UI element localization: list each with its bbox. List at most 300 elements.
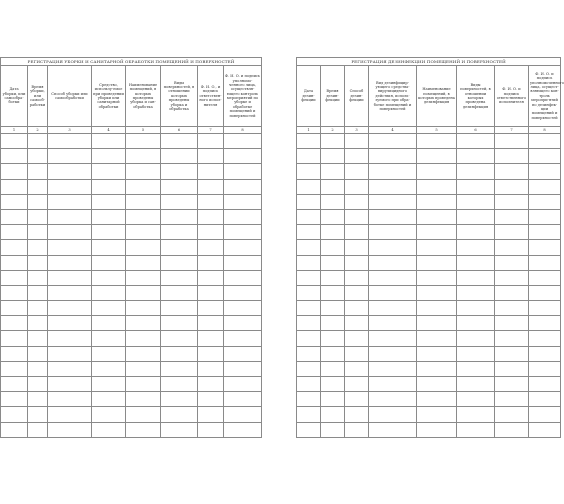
blank-entry-cell[interactable] [92,164,126,179]
blank-entry-cell[interactable] [345,209,369,224]
blank-entry-cell[interactable] [198,361,224,376]
blank-entry-cell[interactable] [321,377,345,392]
blank-entry-cell[interactable] [224,134,262,149]
blank-entry-cell[interactable] [224,225,262,240]
blank-entry-cell[interactable] [48,301,92,316]
blank-entry-cell[interactable] [321,149,345,164]
blank-entry-cell[interactable] [28,179,48,194]
blank-entry-cell[interactable] [224,316,262,331]
blank-entry-cell[interactable] [417,255,457,270]
blank-entry-cell[interactable] [495,149,529,164]
blank-entry-cell[interactable] [369,361,417,376]
blank-entry-cell[interactable] [297,194,321,209]
blank-entry-cell[interactable] [1,422,28,437]
blank-entry-cell[interactable] [495,225,529,240]
blank-entry-cell[interactable] [28,392,48,407]
blank-entry-cell[interactable] [297,285,321,300]
blank-entry-cell[interactable] [1,270,28,285]
blank-entry-cell[interactable] [126,422,161,437]
blank-entry-cell[interactable] [48,270,92,285]
blank-entry-cell[interactable] [92,149,126,164]
blank-entry-cell[interactable] [297,225,321,240]
blank-entry-cell[interactable] [297,179,321,194]
blank-entry-cell[interactable] [321,422,345,437]
blank-entry-cell[interactable] [369,407,417,422]
blank-entry-cell[interactable] [92,301,126,316]
blank-entry-cell[interactable] [48,422,92,437]
blank-entry-cell[interactable] [224,407,262,422]
blank-entry-cell[interactable] [321,134,345,149]
blank-entry-cell[interactable] [92,377,126,392]
blank-entry-cell[interactable] [48,164,92,179]
blank-entry-cell[interactable] [457,179,495,194]
blank-entry-cell[interactable] [28,240,48,255]
blank-entry-cell[interactable] [495,179,529,194]
blank-entry-cell[interactable] [1,209,28,224]
blank-entry-cell[interactable] [529,164,561,179]
blank-entry-cell[interactable] [369,301,417,316]
blank-entry-cell[interactable] [417,361,457,376]
blank-entry-cell[interactable] [224,194,262,209]
blank-entry-cell[interactable] [321,301,345,316]
blank-entry-cell[interactable] [457,407,495,422]
blank-entry-cell[interactable] [529,209,561,224]
blank-entry-cell[interactable] [92,331,126,346]
blank-entry-cell[interactable] [297,377,321,392]
blank-entry-cell[interactable] [224,255,262,270]
blank-entry-cell[interactable] [495,240,529,255]
blank-entry-cell[interactable] [28,164,48,179]
blank-entry-cell[interactable] [457,361,495,376]
blank-entry-cell[interactable] [126,377,161,392]
blank-entry-cell[interactable] [529,346,561,361]
blank-entry-cell[interactable] [126,209,161,224]
blank-entry-cell[interactable] [161,240,198,255]
blank-entry-cell[interactable] [345,331,369,346]
blank-entry-cell[interactable] [92,179,126,194]
blank-entry-cell[interactable] [495,346,529,361]
blank-entry-cell[interactable] [321,316,345,331]
blank-entry-cell[interactable] [345,407,369,422]
blank-entry-cell[interactable] [297,164,321,179]
blank-entry-cell[interactable] [417,179,457,194]
blank-entry-cell[interactable] [126,270,161,285]
blank-entry-cell[interactable] [345,361,369,376]
blank-entry-cell[interactable] [198,346,224,361]
blank-entry-cell[interactable] [198,422,224,437]
blank-entry-cell[interactable] [495,164,529,179]
blank-entry-cell[interactable] [198,149,224,164]
blank-entry-cell[interactable] [345,134,369,149]
blank-entry-cell[interactable] [92,240,126,255]
blank-entry-cell[interactable] [321,270,345,285]
blank-entry-cell[interactable] [345,149,369,164]
blank-entry-cell[interactable] [1,301,28,316]
blank-entry-cell[interactable] [161,149,198,164]
blank-entry-cell[interactable] [126,301,161,316]
blank-entry-cell[interactable] [457,392,495,407]
blank-entry-cell[interactable] [161,134,198,149]
blank-entry-cell[interactable] [198,179,224,194]
blank-entry-cell[interactable] [495,407,529,422]
blank-entry-cell[interactable] [321,407,345,422]
blank-entry-cell[interactable] [126,361,161,376]
blank-entry-cell[interactable] [48,331,92,346]
blank-entry-cell[interactable] [92,209,126,224]
blank-entry-cell[interactable] [224,270,262,285]
blank-entry-cell[interactable] [1,285,28,300]
blank-entry-cell[interactable] [495,194,529,209]
blank-entry-cell[interactable] [1,377,28,392]
blank-entry-cell[interactable] [457,240,495,255]
blank-entry-cell[interactable] [161,392,198,407]
blank-entry-cell[interactable] [529,255,561,270]
blank-entry-cell[interactable] [224,301,262,316]
blank-entry-cell[interactable] [126,331,161,346]
blank-entry-cell[interactable] [369,225,417,240]
blank-entry-cell[interactable] [529,377,561,392]
blank-entry-cell[interactable] [48,149,92,164]
blank-entry-cell[interactable] [92,316,126,331]
blank-entry-cell[interactable] [457,194,495,209]
blank-entry-cell[interactable] [1,316,28,331]
blank-entry-cell[interactable] [321,285,345,300]
blank-entry-cell[interactable] [28,301,48,316]
blank-entry-cell[interactable] [48,346,92,361]
blank-entry-cell[interactable] [161,164,198,179]
blank-entry-cell[interactable] [369,392,417,407]
blank-entry-cell[interactable] [224,392,262,407]
blank-entry-cell[interactable] [369,179,417,194]
blank-entry-cell[interactable] [529,225,561,240]
blank-entry-cell[interactable] [224,164,262,179]
blank-entry-cell[interactable] [92,392,126,407]
blank-entry-cell[interactable] [126,225,161,240]
blank-entry-cell[interactable] [28,316,48,331]
blank-entry-cell[interactable] [495,392,529,407]
blank-entry-cell[interactable] [457,377,495,392]
blank-entry-cell[interactable] [529,407,561,422]
blank-entry-cell[interactable] [28,225,48,240]
blank-entry-cell[interactable] [161,225,198,240]
blank-entry-cell[interactable] [369,316,417,331]
blank-entry-cell[interactable] [92,407,126,422]
blank-entry-cell[interactable] [345,377,369,392]
blank-entry-cell[interactable] [92,346,126,361]
blank-entry-cell[interactable] [161,407,198,422]
blank-entry-cell[interactable] [161,316,198,331]
blank-entry-cell[interactable] [28,285,48,300]
blank-entry-cell[interactable] [345,225,369,240]
blank-entry-cell[interactable] [28,407,48,422]
blank-entry-cell[interactable] [48,134,92,149]
blank-entry-cell[interactable] [198,377,224,392]
blank-entry-cell[interactable] [457,225,495,240]
blank-entry-cell[interactable] [369,194,417,209]
blank-entry-cell[interactable] [297,149,321,164]
blank-entry-cell[interactable] [345,270,369,285]
blank-entry-cell[interactable] [297,240,321,255]
blank-entry-cell[interactable] [48,377,92,392]
blank-entry-cell[interactable] [1,179,28,194]
blank-entry-cell[interactable] [457,301,495,316]
blank-entry-cell[interactable] [161,331,198,346]
blank-entry-cell[interactable] [345,285,369,300]
blank-entry-cell[interactable] [529,179,561,194]
blank-entry-cell[interactable] [417,301,457,316]
blank-entry-cell[interactable] [495,422,529,437]
blank-entry-cell[interactable] [529,134,561,149]
blank-entry-cell[interactable] [224,346,262,361]
blank-entry-cell[interactable] [161,346,198,361]
blank-entry-cell[interactable] [28,134,48,149]
blank-entry-cell[interactable] [457,285,495,300]
blank-entry-cell[interactable] [529,240,561,255]
blank-entry-cell[interactable] [224,361,262,376]
blank-entry-cell[interactable] [1,346,28,361]
blank-entry-cell[interactable] [495,134,529,149]
blank-entry-cell[interactable] [48,285,92,300]
blank-entry-cell[interactable] [161,194,198,209]
blank-entry-cell[interactable] [417,346,457,361]
blank-entry-cell[interactable] [1,134,28,149]
blank-entry-cell[interactable] [224,422,262,437]
blank-entry-cell[interactable] [417,377,457,392]
blank-entry-cell[interactable] [198,392,224,407]
blank-entry-cell[interactable] [198,285,224,300]
blank-entry-cell[interactable] [161,270,198,285]
blank-entry-cell[interactable] [126,194,161,209]
blank-entry-cell[interactable] [345,301,369,316]
blank-entry-cell[interactable] [48,392,92,407]
blank-entry-cell[interactable] [198,316,224,331]
blank-entry-cell[interactable] [417,164,457,179]
blank-entry-cell[interactable] [297,209,321,224]
blank-entry-cell[interactable] [297,407,321,422]
blank-entry-cell[interactable] [321,255,345,270]
blank-entry-cell[interactable] [28,209,48,224]
blank-entry-cell[interactable] [495,255,529,270]
blank-entry-cell[interactable] [345,179,369,194]
blank-entry-cell[interactable] [297,346,321,361]
blank-entry-cell[interactable] [198,225,224,240]
blank-entry-cell[interactable] [48,194,92,209]
blank-entry-cell[interactable] [495,361,529,376]
blank-entry-cell[interactable] [529,270,561,285]
blank-entry-cell[interactable] [198,407,224,422]
blank-entry-cell[interactable] [297,301,321,316]
blank-entry-cell[interactable] [417,209,457,224]
blank-entry-cell[interactable] [48,407,92,422]
blank-entry-cell[interactable] [224,331,262,346]
blank-entry-cell[interactable] [417,407,457,422]
blank-entry-cell[interactable] [297,392,321,407]
blank-entry-cell[interactable] [321,225,345,240]
blank-entry-cell[interactable] [198,301,224,316]
blank-entry-cell[interactable] [457,209,495,224]
blank-entry-cell[interactable] [1,361,28,376]
blank-entry-cell[interactable] [1,255,28,270]
blank-entry-cell[interactable] [529,149,561,164]
blank-entry-cell[interactable] [417,240,457,255]
blank-entry-cell[interactable] [126,285,161,300]
blank-entry-cell[interactable] [28,331,48,346]
blank-entry-cell[interactable] [321,194,345,209]
blank-entry-cell[interactable] [126,164,161,179]
blank-entry-cell[interactable] [198,270,224,285]
blank-entry-cell[interactable] [321,179,345,194]
blank-entry-cell[interactable] [345,422,369,437]
blank-entry-cell[interactable] [345,240,369,255]
blank-entry-cell[interactable] [345,164,369,179]
blank-entry-cell[interactable] [126,316,161,331]
blank-entry-cell[interactable] [369,346,417,361]
blank-entry-cell[interactable] [48,316,92,331]
blank-entry-cell[interactable] [321,392,345,407]
blank-entry-cell[interactable] [345,194,369,209]
blank-entry-cell[interactable] [224,179,262,194]
blank-entry-cell[interactable] [529,422,561,437]
blank-entry-cell[interactable] [28,346,48,361]
blank-entry-cell[interactable] [495,316,529,331]
blank-entry-cell[interactable] [457,134,495,149]
blank-entry-cell[interactable] [417,331,457,346]
blank-entry-cell[interactable] [321,209,345,224]
blank-entry-cell[interactable] [161,422,198,437]
blank-entry-cell[interactable] [529,331,561,346]
blank-entry-cell[interactable] [495,270,529,285]
blank-entry-cell[interactable] [457,331,495,346]
blank-entry-cell[interactable] [92,255,126,270]
blank-entry-cell[interactable] [224,209,262,224]
blank-entry-cell[interactable] [224,377,262,392]
blank-entry-cell[interactable] [1,331,28,346]
blank-entry-cell[interactable] [126,346,161,361]
blank-entry-cell[interactable] [495,285,529,300]
blank-entry-cell[interactable] [369,331,417,346]
blank-entry-cell[interactable] [28,149,48,164]
blank-entry-cell[interactable] [126,255,161,270]
blank-entry-cell[interactable] [48,255,92,270]
blank-entry-cell[interactable] [369,270,417,285]
blank-entry-cell[interactable] [457,255,495,270]
blank-entry-cell[interactable] [297,134,321,149]
blank-entry-cell[interactable] [495,301,529,316]
blank-entry-cell[interactable] [297,331,321,346]
blank-entry-cell[interactable] [198,240,224,255]
blank-entry-cell[interactable] [529,392,561,407]
blank-entry-cell[interactable] [297,255,321,270]
blank-entry-cell[interactable] [529,285,561,300]
blank-entry-cell[interactable] [321,164,345,179]
blank-entry-cell[interactable] [126,134,161,149]
blank-entry-cell[interactable] [161,255,198,270]
blank-entry-cell[interactable] [369,285,417,300]
blank-entry-cell[interactable] [369,422,417,437]
blank-entry-cell[interactable] [126,392,161,407]
blank-entry-cell[interactable] [48,209,92,224]
blank-entry-cell[interactable] [369,134,417,149]
blank-entry-cell[interactable] [126,240,161,255]
blank-entry-cell[interactable] [321,346,345,361]
blank-entry-cell[interactable] [369,164,417,179]
blank-entry-cell[interactable] [92,270,126,285]
blank-entry-cell[interactable] [369,377,417,392]
blank-entry-cell[interactable] [28,194,48,209]
blank-entry-cell[interactable] [529,361,561,376]
blank-entry-cell[interactable] [345,346,369,361]
blank-entry-cell[interactable] [345,392,369,407]
blank-entry-cell[interactable] [126,149,161,164]
blank-entry-cell[interactable] [198,164,224,179]
blank-entry-cell[interactable] [161,285,198,300]
blank-entry-cell[interactable] [224,285,262,300]
blank-entry-cell[interactable] [321,361,345,376]
blank-entry-cell[interactable] [457,149,495,164]
blank-entry-cell[interactable] [369,209,417,224]
blank-entry-cell[interactable] [1,194,28,209]
blank-entry-cell[interactable] [198,331,224,346]
blank-entry-cell[interactable] [198,194,224,209]
blank-entry-cell[interactable] [457,164,495,179]
blank-entry-cell[interactable] [161,377,198,392]
blank-entry-cell[interactable] [495,377,529,392]
blank-entry-cell[interactable] [495,209,529,224]
blank-entry-cell[interactable] [92,194,126,209]
blank-entry-cell[interactable] [28,255,48,270]
blank-entry-cell[interactable] [321,240,345,255]
blank-entry-cell[interactable] [297,422,321,437]
blank-entry-cell[interactable] [529,316,561,331]
blank-entry-cell[interactable] [529,301,561,316]
blank-entry-cell[interactable] [417,422,457,437]
blank-entry-cell[interactable] [417,316,457,331]
blank-entry-cell[interactable] [345,255,369,270]
blank-entry-cell[interactable] [1,407,28,422]
blank-entry-cell[interactable] [48,179,92,194]
blank-entry-cell[interactable] [161,361,198,376]
blank-entry-cell[interactable] [92,225,126,240]
blank-entry-cell[interactable] [321,331,345,346]
blank-entry-cell[interactable] [369,149,417,164]
blank-entry-cell[interactable] [224,240,262,255]
blank-entry-cell[interactable] [369,240,417,255]
blank-entry-cell[interactable] [369,255,417,270]
blank-entry-cell[interactable] [1,225,28,240]
blank-entry-cell[interactable] [28,422,48,437]
blank-entry-cell[interactable] [495,331,529,346]
blank-entry-cell[interactable] [417,225,457,240]
blank-entry-cell[interactable] [417,194,457,209]
blank-entry-cell[interactable] [92,134,126,149]
blank-entry-cell[interactable] [417,270,457,285]
blank-entry-cell[interactable] [417,392,457,407]
blank-entry-cell[interactable] [1,392,28,407]
blank-entry-cell[interactable] [297,361,321,376]
blank-entry-cell[interactable] [92,361,126,376]
blank-entry-cell[interactable] [529,194,561,209]
blank-entry-cell[interactable] [1,149,28,164]
blank-entry-cell[interactable] [161,209,198,224]
blank-entry-cell[interactable] [345,316,369,331]
blank-entry-cell[interactable] [48,240,92,255]
blank-entry-cell[interactable] [161,301,198,316]
blank-entry-cell[interactable] [28,270,48,285]
blank-entry-cell[interactable] [417,149,457,164]
blank-entry-cell[interactable] [1,240,28,255]
blank-entry-cell[interactable] [198,134,224,149]
blank-entry-cell[interactable] [417,134,457,149]
